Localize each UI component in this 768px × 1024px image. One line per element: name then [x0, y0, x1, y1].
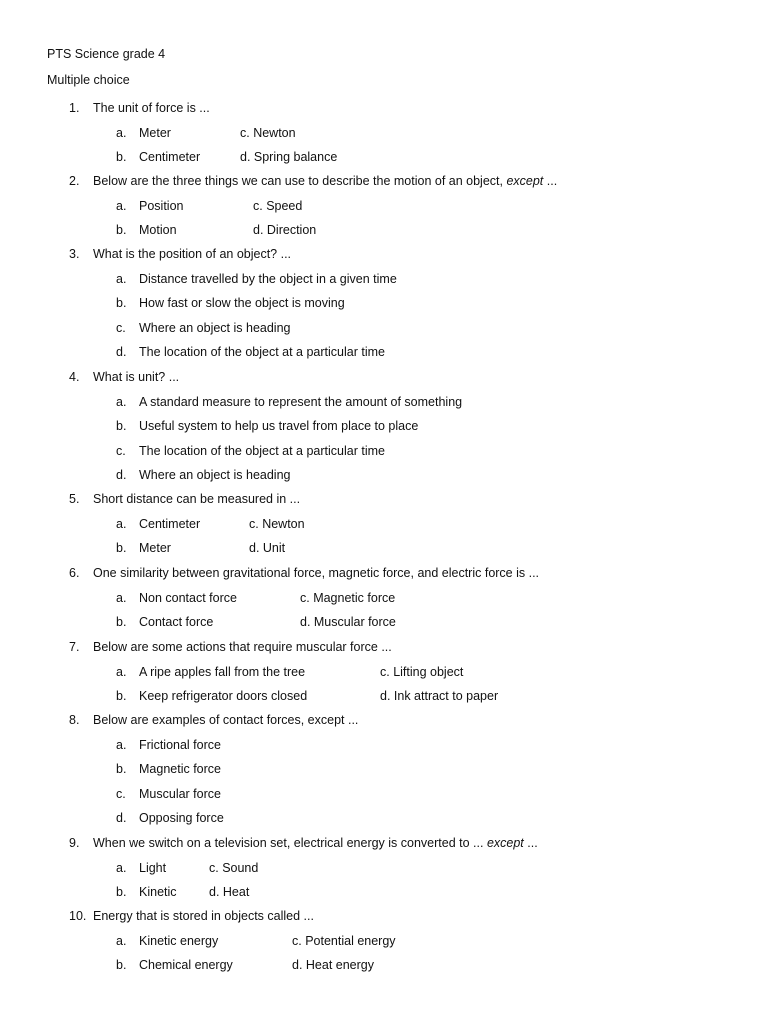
option-text: Meter	[139, 125, 171, 140]
option-letter: d.	[116, 811, 127, 826]
question-stem: Below are the three things we can use to describe the motion of an object,	[93, 174, 503, 188]
option-letter: b.	[116, 419, 127, 434]
option-letter: a.	[116, 516, 127, 531]
option-letter: b.	[116, 615, 127, 630]
question-number: 4.	[69, 370, 80, 384]
question-number: 2.	[69, 174, 80, 188]
option-right-text: d. Direction	[253, 223, 317, 238]
option-text: Position	[139, 198, 184, 213]
question-number: 10.	[69, 909, 87, 923]
option-text: Magnetic force	[139, 762, 221, 777]
question-stem: What is the position of an object? ...	[93, 247, 292, 261]
option-letter: a.	[116, 737, 127, 752]
question-text	[93, 639, 392, 655]
question-stem: When we switch on a television set, electrical energy is converted to ...	[93, 836, 484, 850]
option-text: Light	[139, 860, 167, 875]
option-text: How fast or slow the object is moving	[139, 296, 345, 311]
option-text: Centimeter	[139, 150, 201, 165]
option-letter: b.	[116, 689, 127, 704]
question-tail: ...	[546, 174, 558, 188]
option-right-text: c. Newton	[240, 125, 296, 140]
option-letter: b.	[116, 296, 127, 311]
question-emphasis: except	[486, 836, 524, 850]
question-stem: Below are examples of contact forces, except ...	[93, 713, 359, 727]
option-text: Contact force	[139, 615, 214, 630]
option-letter: d.	[116, 345, 127, 360]
option-text: The location of the object at a particular time	[139, 345, 385, 360]
question-text	[93, 173, 557, 189]
option-letter: a.	[116, 590, 127, 605]
option-text: Where an object is heading	[139, 468, 291, 483]
option-text: Frictional force	[139, 737, 221, 752]
option-right-text: d. Unit	[249, 541, 286, 556]
option-text: The location of the object at a particular time	[139, 443, 385, 458]
option-letter: a.	[116, 198, 127, 213]
option-right-text: d. Ink attract to paper	[380, 689, 499, 704]
question-number: 8.	[69, 713, 80, 727]
question-stem: One similarity between gravitational force, magnetic force, and electric force is ...	[93, 566, 540, 580]
question-text	[93, 100, 210, 116]
option-letter: c.	[116, 320, 126, 335]
option-letter: a.	[116, 664, 127, 679]
question-tail: ...	[527, 836, 538, 850]
option-letter: b.	[116, 885, 127, 900]
option-right-text: c. Speed	[253, 198, 303, 213]
option-text: Non contact force	[139, 590, 237, 605]
option-letter: b.	[116, 223, 127, 238]
section-title: Multiple choice	[47, 73, 130, 87]
option-letter: a.	[116, 271, 127, 286]
question-stem: Energy that is stored in objects called ...	[93, 909, 314, 923]
question-stem: What is unit? ...	[93, 370, 180, 384]
option-right-text: d. Spring balance	[240, 150, 338, 165]
option-text: Kinetic	[139, 885, 177, 900]
option-text: A standard measure to represent the amount of something	[139, 394, 463, 409]
option-letter: a.	[116, 125, 127, 140]
option-text: Opposing force	[139, 811, 224, 826]
question-number: 7.	[69, 640, 80, 654]
option-letter: a.	[116, 860, 127, 875]
question-number: 5.	[69, 492, 80, 506]
option-text: Useful system to help us travel from place to place	[139, 419, 419, 434]
option-right-text: d. Muscular force	[300, 615, 396, 630]
option-text: A ripe apples fall from the tree	[139, 664, 306, 679]
option-right-text: d. Heat	[209, 885, 250, 900]
option-text: Distance travelled by the object in a given time	[139, 271, 397, 286]
question-text	[93, 369, 179, 385]
question-text	[93, 246, 291, 262]
option-right-text: d. Heat energy	[292, 958, 374, 973]
question-stem: Below are some actions that require muscular force ...	[93, 640, 392, 654]
option-text: Kinetic energy	[139, 933, 219, 948]
option-letter: c.	[116, 786, 126, 801]
option-letter: d.	[116, 468, 127, 483]
question-stem: Short distance can be measured in ...	[93, 492, 301, 506]
option-right-text: c. Magnetic force	[300, 590, 396, 605]
question-emphasis: except	[506, 174, 544, 188]
question-text	[93, 491, 300, 507]
question-number: 1.	[69, 101, 80, 115]
question-number: 9.	[69, 836, 80, 850]
option-text: Centimeter	[139, 516, 201, 531]
option-text: Where an object is heading	[139, 320, 291, 335]
question-text	[93, 712, 358, 728]
option-letter: b.	[116, 150, 127, 165]
question-text	[93, 565, 539, 581]
question-text	[93, 835, 538, 851]
question-text	[93, 908, 314, 924]
option-right-text: c. Sound	[209, 860, 259, 875]
option-text: Keep refrigerator doors closed	[139, 689, 308, 704]
option-right-text: c. Potential energy	[292, 933, 396, 948]
question-number: 3.	[69, 247, 80, 261]
option-text: Meter	[139, 541, 171, 556]
document-title: PTS Science grade 4	[47, 47, 166, 61]
option-text: Motion	[139, 223, 177, 238]
question-number: 6.	[69, 566, 80, 580]
option-right-text: c. Lifting object	[380, 664, 464, 679]
option-letter: c.	[116, 443, 126, 458]
option-letter: b.	[116, 958, 127, 973]
option-letter: a.	[116, 394, 127, 409]
option-letter: a.	[116, 933, 127, 948]
option-text: Muscular force	[139, 786, 221, 801]
option-right-text: c. Newton	[249, 516, 305, 531]
option-letter: b.	[116, 541, 127, 556]
option-text: Chemical energy	[139, 958, 233, 973]
option-letter: b.	[116, 762, 127, 777]
question-stem: The unit of force is ...	[93, 101, 210, 115]
